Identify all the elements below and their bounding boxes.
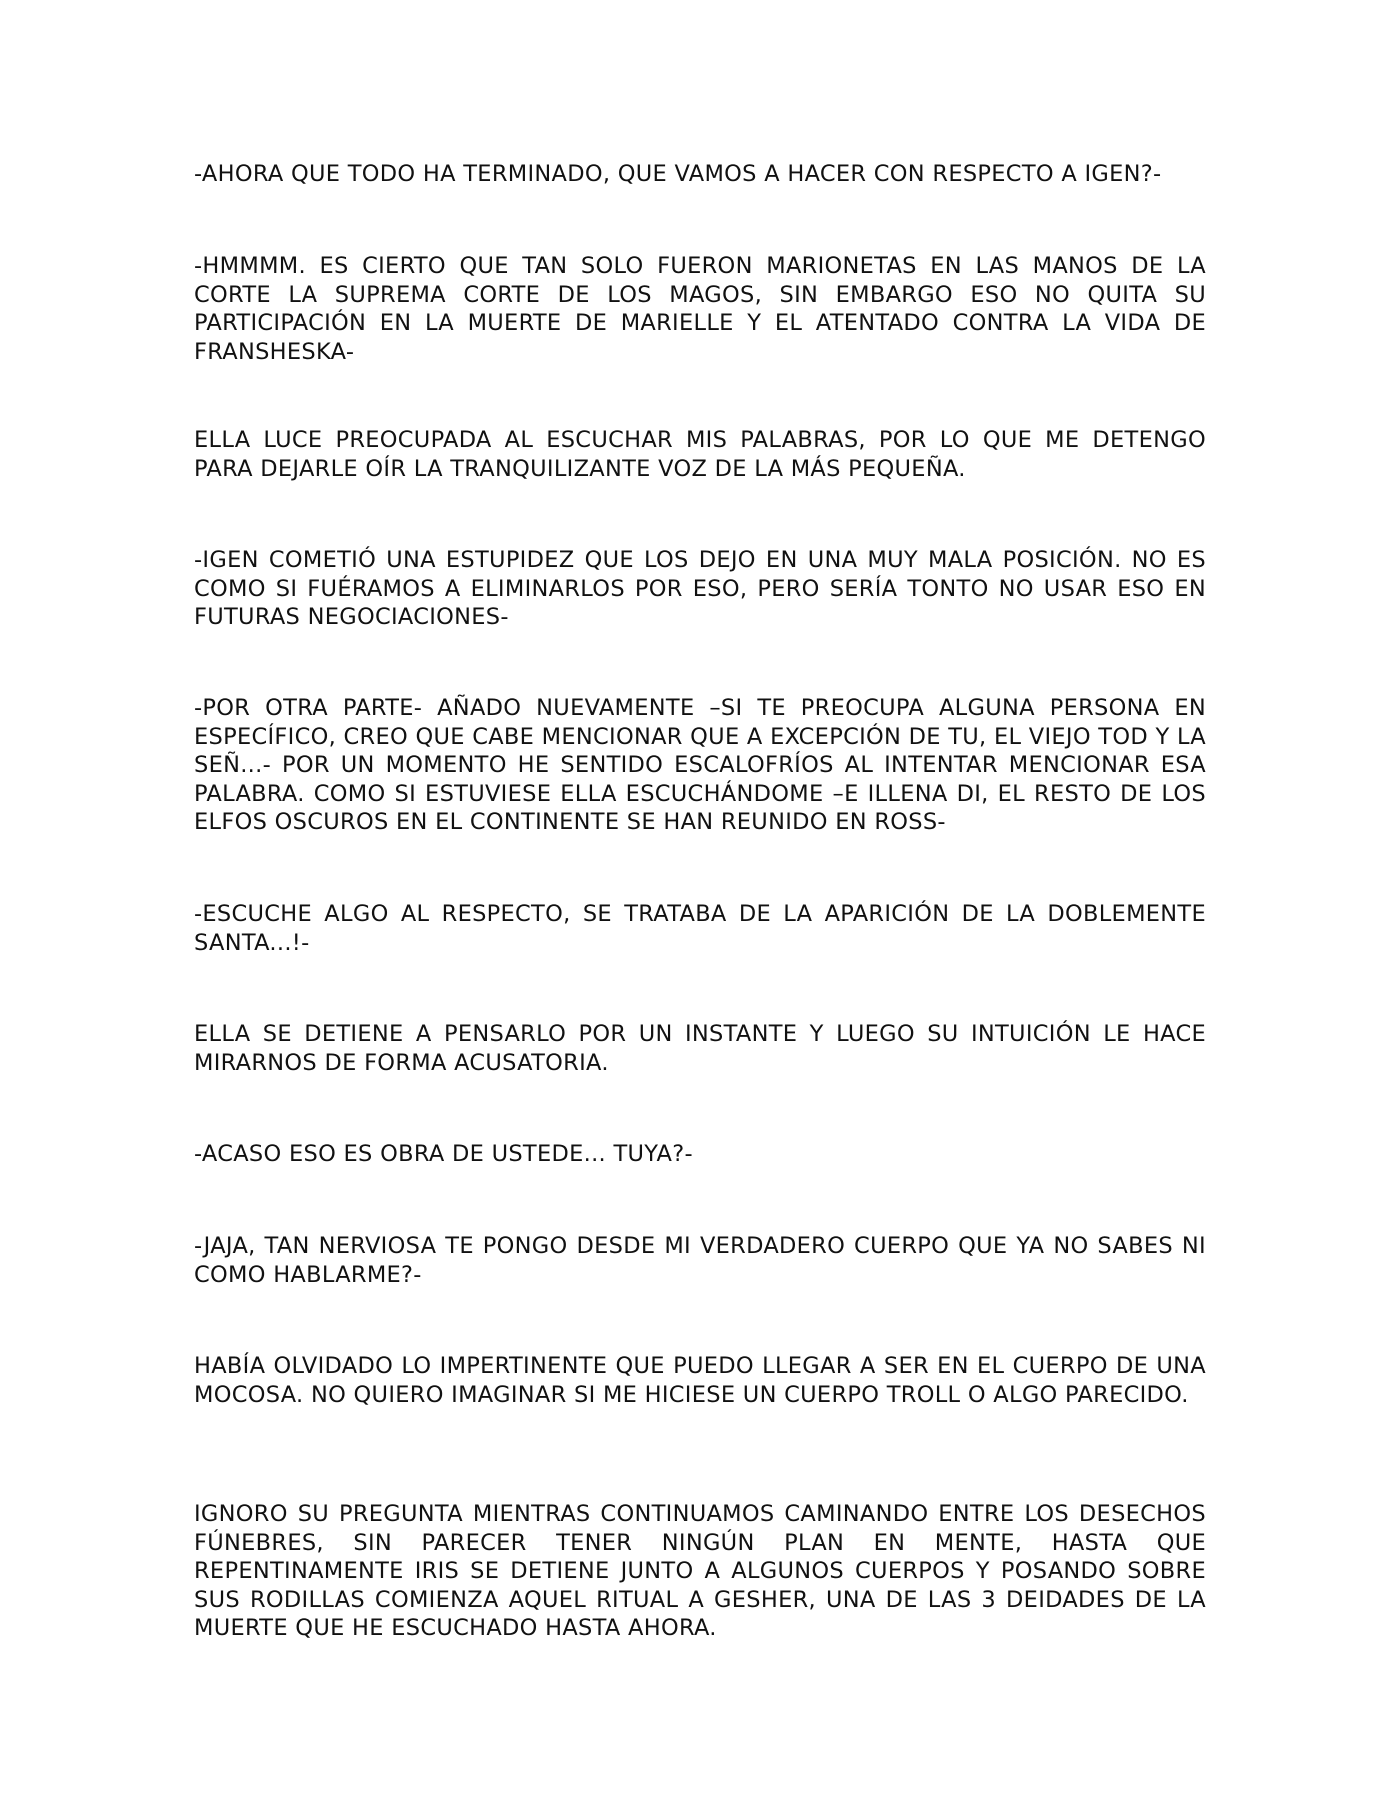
paragraph-1: -AHORA QUE TODO HA TERMINADO, QUE VAMOS A HACER CON RESPECTO A IGEN?-	[194, 161, 1162, 187]
paragraph-11: IGNORO SU PREGUNTA MIENTRAS CONTINUAMOS CAMINANDO ENTRE LOS DESECHOS FÚNEBRES, SIN PARECER TENER NINGÚN PLAN EN MENTE, HASTA QUE REPENTINAMENTE IRIS SE DETIENE JUNTO A ALGUNOS CUERPOS Y POSANDO SOBRE SUS RODILLAS COMIENZA AQUEL RITUAL A GESHER, UNA DE LAS 3 DEIDADES DE LA MUERTE QUE HE ESCUCHADO HASTA AHORA.	[194, 1501, 1206, 1641]
paragraph-3: ELLA LUCE PREOCUPADA AL ESCUCHAR MIS PALABRAS, POR LO QUE ME DETENGO PARA DEJARLE OÍR LA TRANQUILIZANTE VOZ DE LA MÁS PEQUEÑA.	[194, 427, 1206, 482]
paragraph-10: HABÍA OLVIDADO LO IMPERTINENTE QUE PUEDO LLEGAR A SER EN EL CUERPO DE UNA MOCOSA. NO QUIERO IMAGINAR SI ME HICIESE UN CUERPO TROLL O ALGO PARECIDO.	[194, 1353, 1206, 1408]
paragraph-6: -ESCUCHE ALGO AL RESPECTO, SE TRATABA DE LA APARICIÓN DE LA DOBLEMENTE SANTA...!-	[194, 901, 1206, 956]
paragraph-9: -JAJA, TAN NERVIOSA TE PONGO DESDE MI VERDADERO CUERPO QUE YA NO SABES NI COMO HABLARME?-	[194, 1233, 1206, 1288]
paragraph-7: ELLA SE DETIENE A PENSARLO POR UN INSTANTE Y LUEGO SU INTUICIÓN LE HACE MIRARNOS DE FORMA ACUSATORIA.	[194, 1021, 1206, 1076]
paragraph-8: -ACASO ESO ES OBRA DE USTEDE... TUYA?-	[194, 1141, 693, 1167]
paragraph-5: -POR OTRA PARTE- AÑADO NUEVAMENTE –SI TE PREOCUPA ALGUNA PERSONA EN ESPECÍFICO, CREO QUE CABE MENCIONAR QUE A EXCEPCIÓN DE TU, EL VIEJO TOD Y LA SEÑ...- POR UN MOMENTO HE SENTIDO ESCALOFRÍOS AL INTENTAR MENCIONAR ESA PALABRA. COMO SI ESTUVIESE ELLA ESCUCHÁNDOME –E ILLENA DI, EL RESTO DE LOS ELFOS OSCUROS EN EL CONTINENTE SE HAN REUNIDO EN ROSS-	[194, 695, 1206, 835]
paragraph-4: -IGEN COMETIÓ UNA ESTUPIDEZ QUE LOS DEJO EN UNA MUY MALA POSICIÓN. NO ES COMO SI FUÉRAMOS A ELIMINARLOS POR ESO, PERO SERÍA TONTO NO USAR ESO EN FUTURAS NEGOCIACIONES-	[194, 547, 1206, 630]
paragraph-2: -HMMMM. ES CIERTO QUE TAN SOLO FUERON MARIONETAS EN LAS MANOS DE LA CORTE LA SUPREMA CORTE DE LOS MAGOS, SIN EMBARGO ESO NO QUITA SU PARTICIPACIÓN EN LA MUERTE DE MARIELLE Y EL ATENTADO CONTRA LA VIDA DE FRANSHESKA-	[194, 253, 1206, 365]
